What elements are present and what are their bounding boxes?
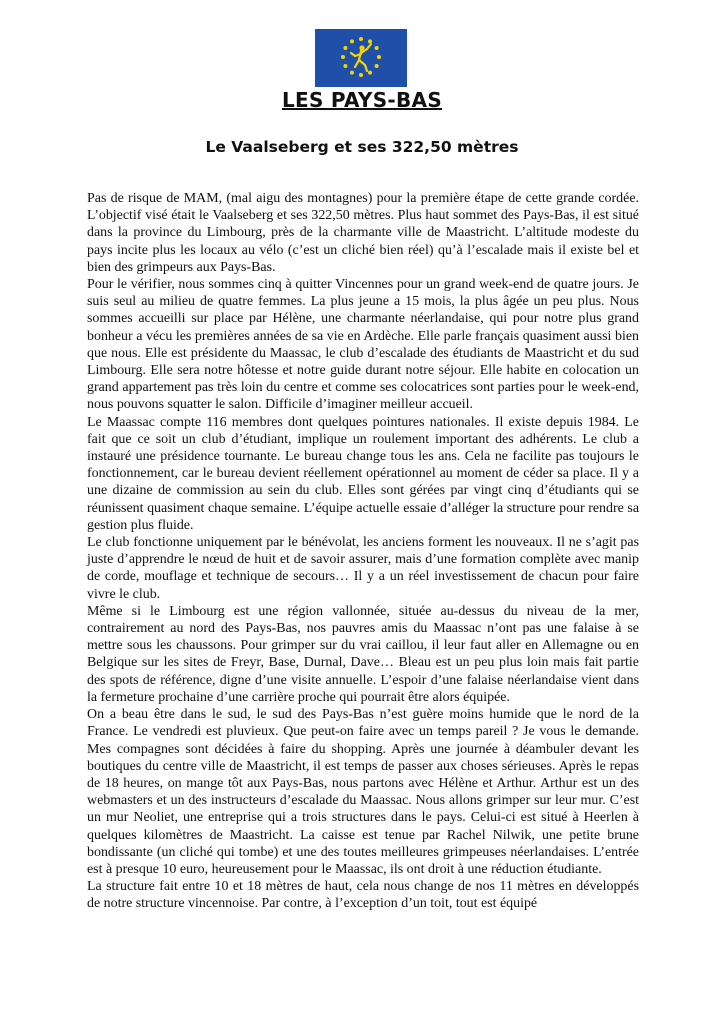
paragraph: La structure fait entre 10 et 18 mètres de haut, cela nous change de nos 11 mètres en développés de notre structure vincennoise. Par contre, à l’exception d’un toit, tout est équipé [87, 879, 639, 912]
paragraph: Le Maassac compte 116 membres dont quelques pointures nationales. Il existe depuis 1984. Le fait que ce soit un club d’étudiant, implique un roulement important des adhérents. Le club a instauré une présidence tournante. Le bureau change tous les ans. Cela ne facilite pas toujours le fonctionnement, car le bureau devient réellement opérationnel au moment de céder sa place. Il y a une dizaine de commission au sein du club. Elles sont gérées par vingt cinq d’étudiants qui se réunissent quasiment chaque semaine. L’équipe actuelle essaie d’alléger la structure pour rendre sa gestion plus fluide. [87, 414, 639, 533]
article-body [87, 190, 639, 913]
paragraph: Pas de risque de MAM, (mal aigu des montagnes) pour la première étape de cette grande cordée. L’objectif visé était le Vaalseberg et ses 322,50 mètres. Plus haut sommet des Pays-Bas, il est situé dans la province du Limbourg, près de la charmante ville de Maastricht. L’altitude modeste du pays incite plus les locaux au vélo (c’est un cliché bien réel) qu’à l’escalade mais il existe bel et bien des grimpeurs aux Pays-Bas. [87, 191, 639, 275]
paragraph: Le club fonctionne uniquement par le bénévolat, les anciens forment les nouveaux. Il ne s’agit pas juste d’apprendre le nœud de huit et de savoir assurer, mais d’une formation complète avec manip de corde, mouflage et technique de secours… Il y a un réel investissement de chacun pour faire vivre le club. [87, 535, 639, 602]
paragraph: Même si le Limbourg est une région vallonnée, située au-dessus du niveau de la mer, contrairement au nord des Pays-Bas, nos pauvres amis du Maassac n’ont pas une falaise à se mettre sous les chaussons. Pour grimper sur du vrai caillou, il leur faut aller en Allemagne ou en Belgique sur les sites de Freyr, Base, Durnal, Dave… Bleau est un peu plus loin mais fait partie des spots de référence, digne d’une visite annuelle. L’espoir d’une falaise néerlandaise vient dans la fermeture prochaine d’une carrière proche qui pourrait être alors équipée. [87, 603, 639, 705]
paragraph: Pour le vérifier, nous sommes cinq à quitter Vincennes pour un grand week-end de quatre jours. Je suis seul au milieu de quatre femmes. La plus jeune a 15 mois, la plus âgée un peu plus. Nous sommes accueilli sur place par Hélène, une charmante néerlandaise, qui pour notre plus grand bonheur a vécu les premières années de sa vie en Ardèche. Elle parle français quasiment aussi bien que nous. Elle est présidente du Maassac, le club d’escalade des étudiants de Maastricht et du sud Limbourg. Elle sera notre hôtesse et notre guide durant notre séjour. Elle habite en colocation un grand appartement pas très loin du centre et comme ses colocatrices sont parties pour le week-end, nous pouvons squatter le salon. Difficile d’imaginer meilleur accueil. [87, 277, 639, 413]
eu-flag-logo [315, 29, 407, 87]
document-subtitle: Le Vaalseberg et ses 322,50 mètres [205, 138, 519, 156]
document-title: LES PAYS-BAS [281, 88, 443, 112]
paragraph: On a beau être dans le sud, le sud des Pays-Bas n’est guère moins humide que le nord de la France. Le vendredi est pluvieux. Que peut-on faire avec un temps pareil ? Je vous le demande. Mes compagnes sont décidées à faire du shopping. Après une journée à déambuler devant les boutiques du centre ville de Maastricht, il est temps de passer aux choses sérieuses. Après le repas de 18 heures, on mange tôt aux Pays-Bas, nous partons avec Hélène et Arthur. Arthur est un des webmasters et un des instructeurs d’escalade du Maassac. Nous allons grimper sur leur mur. C’est un mur Neoliet, une entreprise qui a trois structures dans le pays. Celui-ci est situé à Heerlen à quelques kilomètres de Maastricht. La caisse est tenue par Rachel Nilwik, une petite brune bondissante (un cliché qui tombe) et une des toutes meilleures grimpeuses néerlandaises. L’entrée est à presque 10 euro, heureusement pour le Maassac, ils ont droit à une réduction étudiante. [87, 707, 639, 877]
